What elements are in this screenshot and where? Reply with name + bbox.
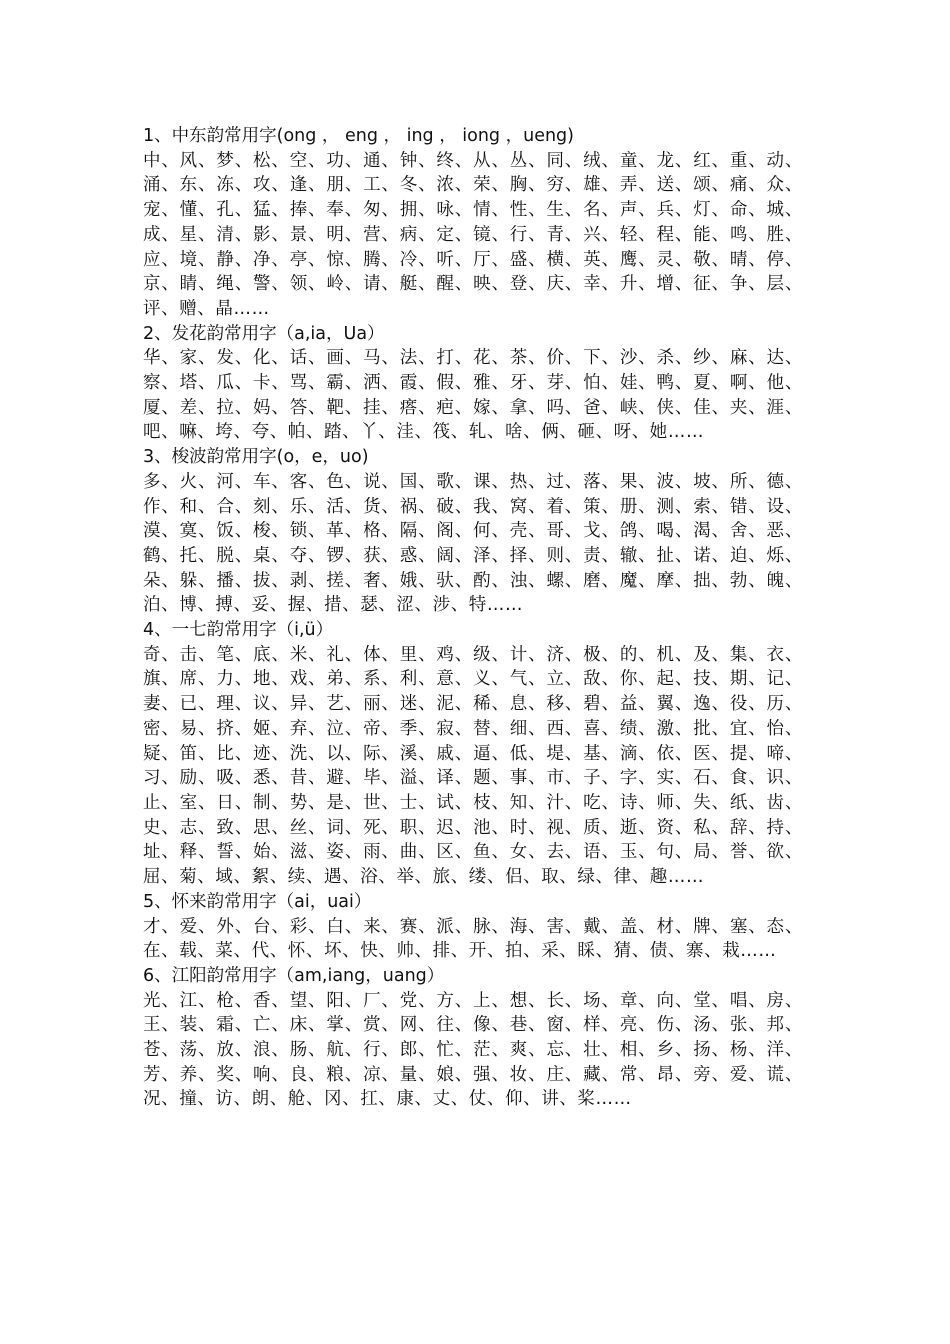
section-characters-fahua: 华、家、发、化、话、画、马、法、打、花、茶、价、下、沙、杀、纱、麻、达、察、塔、瓜、卡、骂、霸、洒、霞、假、雅、牙、芽、怕、娃、鸭、夏、啊、他、厦、差、拉、妈、答、靶、挂、瘩、疤、嫁、拿、吗、爸、峡、侠、佳、夹、涯、吧、嘛、垮、夸、帕、踏、丫、洼、筏、轧、啥、俩、砸、呀、她…… [143,348,803,443]
section-heading-suobo: 3、梭波韵常用字(o，e，uo) [143,447,369,468]
section-characters-yiqi: 奇、击、笔、底、米、礼、体、里、鸡、级、计、济、极、的、机、及、集、衣、旗、席、力、地、戏、弟、系、利、意、义、气、立、敌、你、起、技、期、记、妻、已、理、议、异、艺、丽、迷、泥、稀、息、移、碧、益、翼、逸、役、历、密、易、挤、姬、弃、泣、帝、季、寂、替、细、西、喜、绩、激、批、宜、怡、疑、笛、比、迹、洗、以、际、溪、戚、逼、低、堤、基、滴、依、医、提、啼、习、励、吸、悉、昔、避、毕、溢、译、题、事、市、子、字、实、石、食、识、止、室、日、制、势、是、世、士、试、枝、知、汁、吃、诗、师、失、纸、齿、史、志、致、思、丝、词、死、职、迟、池、时、视、质、逝、资、私、辞、持、址、释、誓、始、滋、姿、雨、曲、区、鱼、女、去、语、玉、句、局、誉、欲、屈、菊、域、絮、续、遇、浴、举、旅、缕、侣、取、绿、律、趣…… [143,644,803,888]
section-heading-huailai: 5、怀来韵常用字（ai，uai） [143,891,372,912]
section-heading-fahua: 2、发花韵常用字（a,ia，Ua） [143,323,385,344]
section-heading-yiqi: 4、一七韵常用字（i,ü） [143,620,334,641]
section-heading-zhongdong: 1、中东韵常用字(ong ， eng ， ing ， iong ，ueng) [143,126,574,146]
section-heading-jiangyang: 6、江阳韵常用字（am,iang，uang） [143,965,445,986]
section-characters-zhongdong: 中、风、梦、松、空、功、通、钟、终、从、丛、同、绒、童、龙、红、重、动、涌、东、冻、攻、逢、朋、工、冬、浓、荣、胸、穷、雄、弄、送、颂、痛、众、宠、懂、孔、猛、捧、奉、匆、拥、咏、情、性、生、名、声、兵、灯、命、城、成、星、清、影、景、明、营、病、定、镜、行、青、兴、轻、程、能、鸣、胜、应、境、静、净、亭、惊、腾、冷、听、厅、盛、横、英、鹰、灵、敬、晴、停、京、睛、绳、警、领、岭、请、艇、醒、映、登、庆、幸、升、增、征、争、层、评、赠、晶…… [143,150,803,319]
section-characters-suobo: 多、火、河、车、客、色、说、国、歌、课、热、过、落、果、波、坡、所、德、作、和、合、刻、乐、活、货、祸、破、我、窝、着、策、册、测、索、错、设、漠、寞、饭、梭、锁、革、格、隔、阁、何、壳、哥、戈、鸽、喝、渴、舍、恶、鹤、托、脱、桌、夺、锣、获、惑、阔、泽、择、则、责、辙、扯、诺、迫、烁、朵、躲、播、拔、剥、搓、奢、娥、驮、酌、浊、螺、磨、魔、摩、拙、勃、魄、泊、博、搏、妥、握、措、瑟、涩、涉、特…… [143,471,803,616]
section-characters-huailai: 才、爱、外、台、彩、白、来、赛、派、脉、海、害、戴、盖、材、牌、塞、态、在、载、菜、代、怀、坏、快、帅、排、开、拍、采、睬、猜、债、寨、栽…… [143,916,803,962]
document-content [143,124,803,1112]
section-characters-jiangyang: 光、江、枪、香、望、阳、厂、党、方、上、想、长、场、章、向、堂、唱、房、王、装、霜、亡、床、掌、赏、网、往、像、巷、窗、样、亮、伤、汤、张、邦、苍、荡、放、浪、肠、航、行、郎、忙、茫、爽、忘、壮、相、乡、扬、杨、洋、芳、养、奖、响、良、粮、凉、量、娘、强、妆、庄、藏、常、昂、旁、爱、谎、况、撞、访、朗、舱、冈、扛、康、丈、仗、仰、讲、桨…… [143,990,803,1110]
